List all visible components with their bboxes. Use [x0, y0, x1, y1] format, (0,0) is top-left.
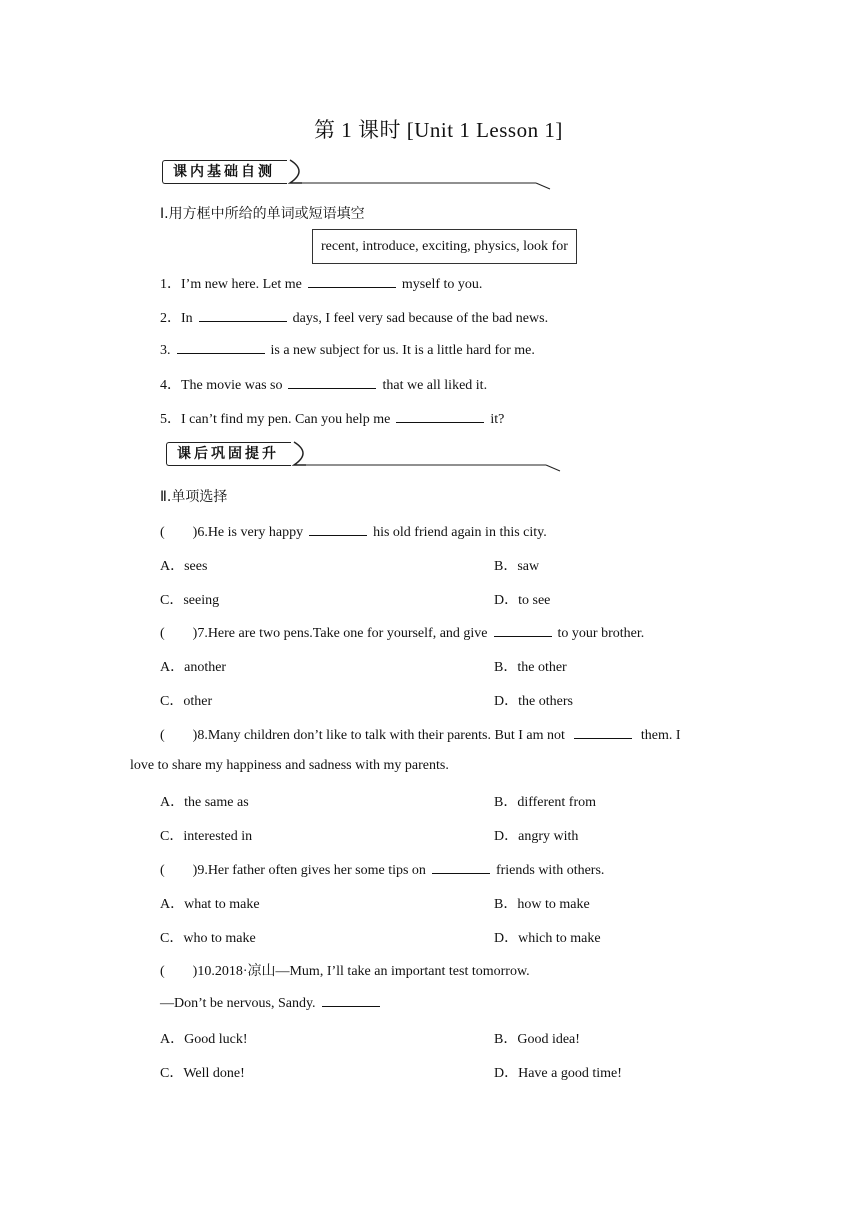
- item-text: that we all liked it.: [382, 378, 488, 393]
- option-d[interactable]: D．angry with: [494, 829, 579, 844]
- option-a[interactable]: A．Good luck!: [160, 1032, 248, 1047]
- option-c[interactable]: C．seeing: [160, 593, 220, 608]
- section-banner-2-label: 课后巩固提升: [166, 442, 291, 466]
- option-b[interactable]: B．how to make: [494, 897, 590, 912]
- option-b[interactable]: B．the other: [494, 660, 567, 675]
- question-text: friends with others.: [495, 863, 605, 878]
- option-d[interactable]: D．the others: [494, 694, 573, 709]
- section-banner-2: [166, 438, 562, 472]
- section2-heading: Ⅱ.单项选择: [160, 489, 228, 505]
- item-number: 2．: [160, 311, 181, 326]
- question-9-stem: [160, 859, 604, 879]
- option-a[interactable]: A．another: [160, 660, 227, 675]
- fill-item-4: [160, 374, 487, 394]
- item-text: is a new subject for us. It is a little hard for me.: [270, 343, 535, 358]
- answer-blank[interactable]: [494, 624, 552, 637]
- section-banner-1: [162, 156, 552, 190]
- option-b[interactable]: B．different from: [494, 795, 596, 810]
- fill-item-1: [160, 273, 482, 293]
- section-banner-1-label: 课内基础自测: [162, 160, 287, 184]
- item-text: In: [181, 311, 193, 326]
- option-c[interactable]: C．other: [160, 694, 213, 709]
- option-a[interactable]: A．what to make: [160, 897, 260, 912]
- question-text: ( )7.Here are two pens.Take one for yourself, and give: [160, 626, 488, 641]
- option-d[interactable]: D．Have a good time!: [494, 1066, 622, 1081]
- question-6-stem: [160, 521, 547, 541]
- option-a[interactable]: A．the same as: [160, 795, 249, 810]
- question-text: ( )8.Many children don’t like to talk with their parents. But I am not: [160, 728, 565, 743]
- item-text: it?: [490, 412, 505, 427]
- answer-blank[interactable]: [322, 994, 380, 1007]
- question-text: —Don’t be nervous, Sandy.: [160, 996, 316, 1011]
- item-text: days, I feel very sad because of the bad news.: [292, 311, 549, 326]
- option-c[interactable]: C．interested in: [160, 829, 253, 844]
- question-7-stem: [160, 622, 644, 642]
- page-title: 第 1 课时 [Unit 1 Lesson 1]: [314, 118, 563, 142]
- answer-blank[interactable]: [574, 726, 632, 739]
- option-c[interactable]: C．Well done!: [160, 1066, 245, 1081]
- option-a[interactable]: A．sees: [160, 559, 208, 574]
- word-box-text: recent, introduce, exciting, physics, look for: [321, 239, 568, 254]
- fill-item-3: [160, 341, 535, 359]
- question-8-continuation: love to share my happiness and sadness with my parents.: [130, 758, 449, 773]
- item-text: I can’t find my pen. Can you help me: [181, 412, 391, 427]
- answer-blank[interactable]: [396, 410, 484, 423]
- answer-blank[interactable]: [177, 341, 265, 354]
- answer-blank[interactable]: [309, 523, 367, 536]
- fill-item-5: [160, 408, 504, 428]
- option-c[interactable]: C．who to make: [160, 931, 256, 946]
- item-number: 5．: [160, 412, 181, 427]
- question-text: to your brother.: [557, 626, 645, 641]
- question-10-reply: [160, 994, 386, 1012]
- answer-blank[interactable]: [199, 309, 287, 322]
- answer-blank[interactable]: [288, 376, 376, 389]
- item-text: The movie was so: [181, 378, 283, 393]
- question-text: ( )9.Her father often gives her some tips on: [160, 863, 426, 878]
- question-8-stem: [160, 724, 681, 744]
- section1-heading: Ⅰ.用方框中所给的单词或短语填空: [160, 206, 365, 222]
- option-b[interactable]: B．saw: [494, 559, 540, 574]
- question-text: his old friend again in this city.: [373, 525, 547, 540]
- item-text: I’m new here. Let me: [181, 277, 302, 292]
- question-text: ( )6.He is very happy: [160, 525, 304, 540]
- word-box: [312, 229, 577, 264]
- item-text: myself to you.: [401, 277, 483, 292]
- question-10-stem: ( )10.2018·凉山—Mum, I’ll take an important test tomorrow.: [160, 964, 530, 979]
- answer-blank[interactable]: [432, 861, 490, 874]
- fill-item-2: [160, 307, 548, 327]
- answer-blank[interactable]: [308, 275, 396, 288]
- option-d[interactable]: D．to see: [494, 593, 551, 608]
- item-number: 4．: [160, 378, 181, 393]
- item-number: 3.: [160, 343, 171, 358]
- option-d[interactable]: D．which to make: [494, 931, 601, 946]
- option-b[interactable]: B．Good idea!: [494, 1032, 580, 1047]
- item-number: 1．: [160, 277, 181, 292]
- question-text: them. I: [640, 728, 681, 743]
